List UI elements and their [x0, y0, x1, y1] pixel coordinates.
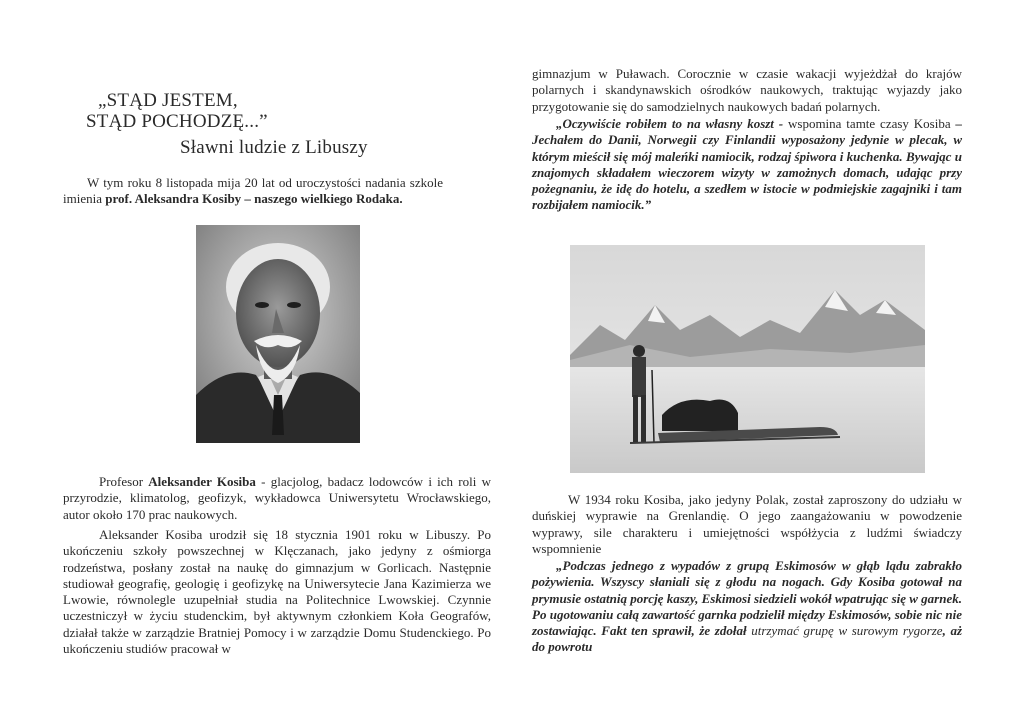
kosiba-quote: „Oczywiście robiłem to na własny koszt - wspomina tamte czasy Kosiba – Jechałem do Danii, Norwegii czy Finlandii wyposażony jedynie w plecak, w którym mieścił się mój maleńki namiocik, rodzaj śpiwora i kuchenka. Bywając u znajomych składałem wieczorem wizyty w zamożnych domach, udając przy pożegnaniu, że idę do hotelu, a szedłem w istocie w podmiejskie zagajniki i tam rozbijałem namiocik.” — [532, 116, 963, 213]
portrait-photo — [196, 225, 360, 443]
eskimo-quote: „Podczas jednego z wypadów z grupą Eskimosów w głąb lądu zabrakło pożywienia. Wszyscy słaniali się z głodu na nogach. Gdy Kosiba gotował na prymusie ostatnią porcję kaszy, Eskimosi siedzieli wokół wpatrując się w garnek. Po ugotowaniu całą zawartość garnka podzielił między Eskimosów, sobie nic nie zostawiając. Fakt ten sprawił, że zdołał utrzymać grupę w surowym rygorze, aż do powrotu — [532, 558, 963, 655]
intro-paragraph: W tym roku 8 listopada mija 20 lat od uroczystości nadania szkole imienia prof. Aleksandra Kosiby – naszego wielkiego Rodaka. — [63, 175, 443, 207]
expedition-photo — [570, 245, 925, 473]
right-paragraph-1: gimnazjum w Puławach. Corocznie w czasie wakacji wyjeżdżał do krajów polarnych i skandynawskich ośrodków naukowych, traktując wyjazdy jako przygotowanie się do samodzielnych naukowych badań polarnych. — [532, 66, 962, 114]
bio-paragraph-1: Profesor Aleksander Kosiba - glacjolog, badacz lodowców i ich roli w przyrodzie, klimatolog, geofizyk, wykładowca Uniwersytetu Wrocławskiego, autor około 170 prac naukowych. — [63, 474, 491, 522]
bio-paragraph-2: Aleksander Kosiba urodził się 18 stycznia 1901 roku w Libuszy. Po ukończeniu szkoły powszechnej w Klęczanach, jako jedyny z ośmiorga rodzeństwa, posłany został na naukę do gimnazjum w Gorlicach. Następnie studiował geografię, geologię i geofizykę na Uniwersytecie Jana Kazimierza we Lwowie, równolegle uzupełniał studia na Politechnice Lwowskiej. Czynnie uczestniczył w życiu studenckim, był aktywnym członkiem Koła Geografów, działał także w zarządzie Bratniej Pomocy i w zarządzie Domu Studenckiego. Po ukończeniu studiów pracował w — [63, 527, 491, 657]
title-line-2: STĄD POCHODZĘ...” — [86, 111, 268, 132]
title-line-1: „STĄD JESTEM, — [98, 90, 238, 111]
portrait-image — [196, 225, 360, 443]
subtitle: Sławni ludzie z Libuszy — [180, 137, 368, 158]
expedition-image — [570, 245, 925, 473]
right-paragraph-2: W 1934 roku Kosiba, jako jedyny Polak, został zaproszony do udziału w duńskiej wyprawie na Grenlandię. O jego zaangażowaniu w powodzenie wyprawy, sile charakteru i umiejętności współżycia z ludźmi świadczy wspomnienie — [532, 492, 962, 556]
